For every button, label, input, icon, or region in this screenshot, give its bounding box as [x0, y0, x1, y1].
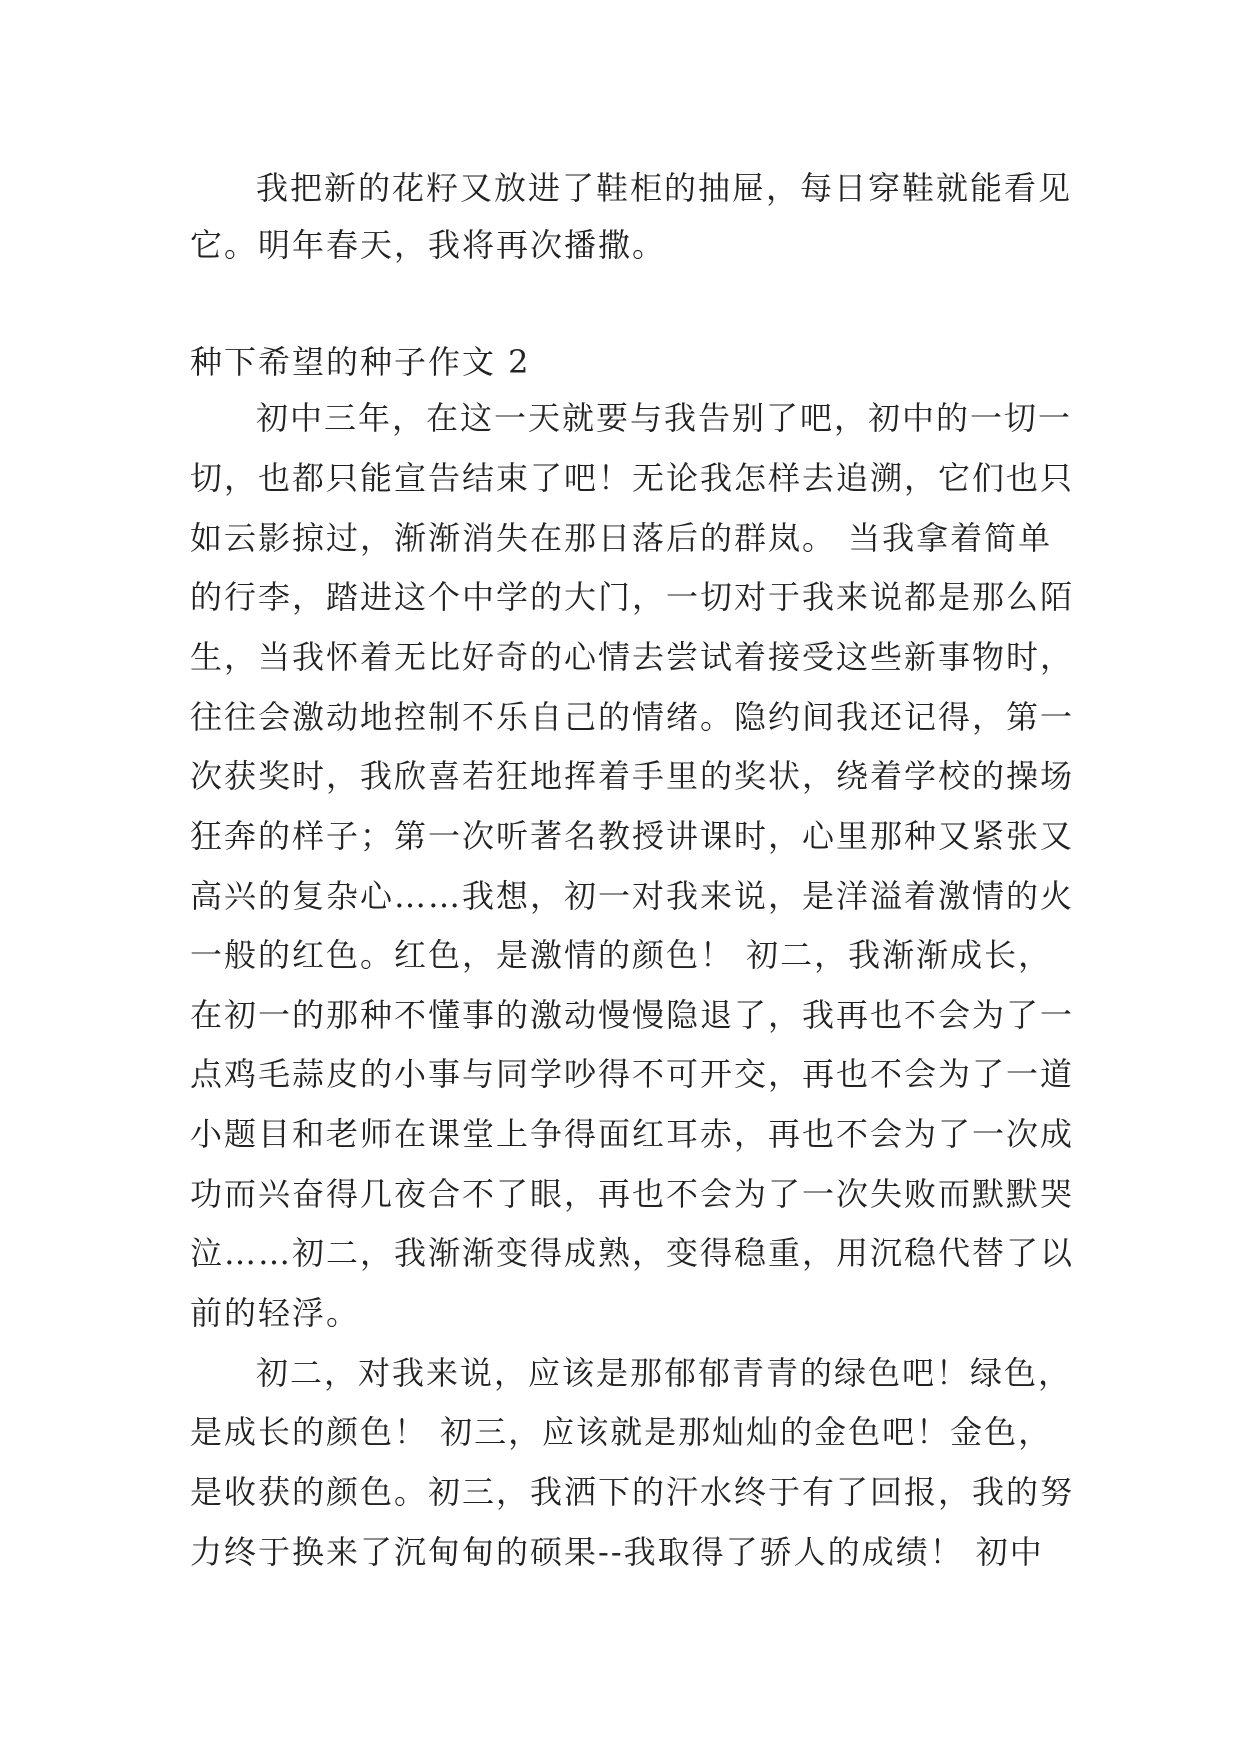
- paragraph-line: 前的轻浮。: [190, 1294, 361, 1332]
- section-title: 种下希望的种子作文 2: [190, 343, 531, 381]
- paragraph-line: 次获奖时，我欣喜若狂地挥着手里的奖状，绕着学校的操场: [190, 757, 1075, 795]
- paragraph-line: 狂奔的样子；第一次听著名教授讲课时，心里那种又紧张又: [190, 817, 1075, 855]
- paragraph-line: 往往会激动地控制不乐自己的情绪。隐约间我还记得，第一: [190, 698, 1075, 736]
- paragraph-line: 是收获的颜色。初三，我洒下的汗水终于有了回报，我的努: [190, 1473, 1075, 1511]
- paragraph-line: 泣……初二，我渐渐变得成熟，变得稳重，用沉稳代替了以: [190, 1234, 1075, 1272]
- paragraph-line: 点鸡毛蒜皮的小事与同学吵得不可开交，再也不会为了一道: [190, 1055, 1075, 1093]
- paragraph-line: 功而兴奋得几夜合不了眼，再也不会为了一次失败而默默哭: [190, 1175, 1075, 1213]
- paragraph-line: 如云影掠过，渐渐消失在那日落后的群岚。 当我拿着简单: [190, 519, 1053, 557]
- paragraph-line: 初二，对我来说，应该是那郁郁青青的绿色吧！绿色，: [256, 1354, 1073, 1392]
- paragraph-line: 高兴的复杂心……我想，初一对我来说，是洋溢着激情的火: [190, 877, 1075, 915]
- paragraph-line: 的行李，踏进这个中学的大门，一切对于我来说都是那么陌: [190, 578, 1075, 616]
- paragraph-line: 生，当我怀着无比好奇的心情去尝试着接受这些新事物时，: [190, 638, 1075, 676]
- paragraph-line: 切，也都只能宣告结束了吧！无论我怎样去追溯，它们也只: [190, 459, 1075, 497]
- paragraph-line: 它。明年春天，我将再次播撒。: [190, 226, 667, 264]
- paragraph-line: 我把新的花籽又放进了鞋柜的抽屉，每日穿鞋就能看见: [256, 169, 1073, 207]
- paragraph-line: 小题目和老师在课堂上争得面红耳赤，再也不会为了一次成: [190, 1115, 1075, 1153]
- paragraph-line: 初中三年，在这一天就要与我告别了吧，初中的一切一: [256, 399, 1073, 437]
- paragraph-line: 一般的红色。红色，是激情的颜色！ 初二，我渐渐成长，: [190, 936, 1053, 974]
- paragraph-line: 是成长的颜色！ 初三，应该就是那灿灿的金色吧！金色，: [190, 1413, 1053, 1451]
- paragraph-line: 力终于换来了沉甸甸的硕果--我取得了骄人的成绩！ 初中: [190, 1533, 1044, 1571]
- paragraph-line: 在初一的那种不懂事的激动慢慢隐退了，我再也不会为了一: [190, 996, 1075, 1034]
